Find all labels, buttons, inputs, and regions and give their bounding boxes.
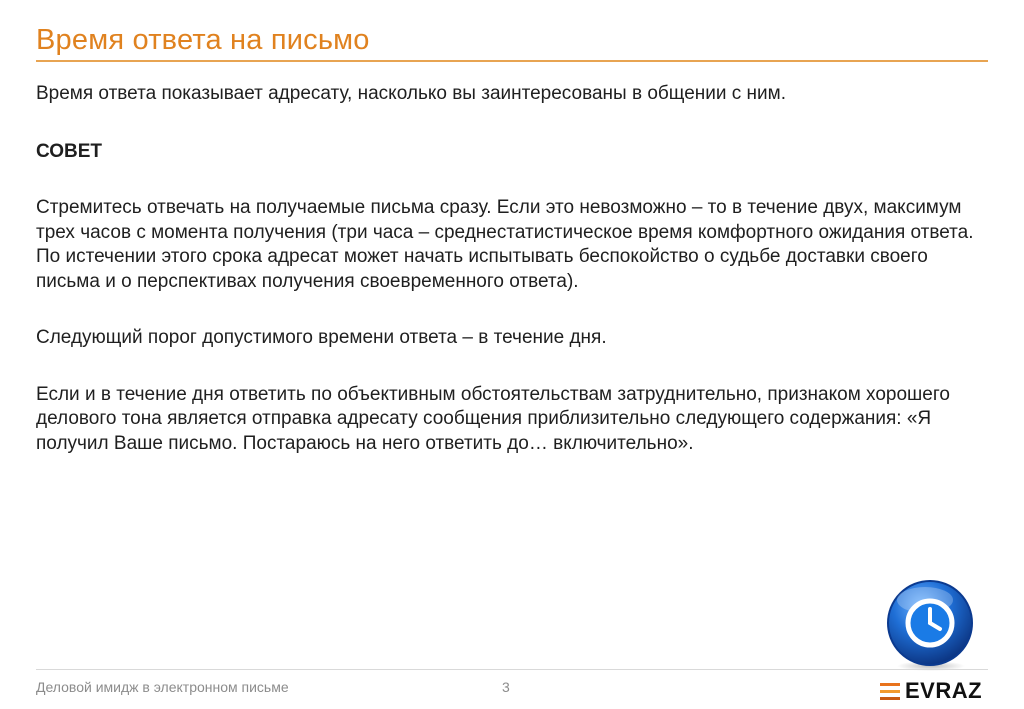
evraz-logo-mark-icon — [880, 683, 900, 700]
page-number: 3 — [502, 679, 510, 695]
footer-divider — [36, 669, 988, 670]
intro-text: Время ответа показывает адресату, насколько вы заинтересованы в общении с ним. — [36, 83, 786, 104]
slide-title: Время ответа на письмо — [36, 24, 370, 56]
footer-title: Деловой имидж в электронном письме — [36, 679, 289, 695]
logo-text: EVRAZ — [905, 678, 983, 703]
clock-icon — [883, 578, 977, 672]
tip-heading: СОВЕТ — [36, 140, 103, 162]
tip-paragraph: Если и в течение дня ответить по объективным обстоятельствам затруднительно, признаком хорошего делового тона является отправка адресату сообщения приблизительно следующего содержания: «Я получил Ваше письмо. Постараюсь на него ответить до… включительно». — [36, 383, 950, 454]
slide-content — [36, 82, 976, 456]
tip-paragraph: Стремитесь отвечать на получаемые письма сразу. Если это невозможно – то в течение двух, максимум трех часов с момента получения (три часа – среднестатистическое время комфортного ожидания ответа. По истечении этого срока адресат может начать испытывать беспокойство о судьбе доставки своего письма и о перспективах получения своевременного ответа). — [36, 197, 974, 292]
evraz-logo — [880, 678, 982, 704]
title-divider — [36, 60, 988, 62]
tip-paragraph: Следующий порог допустимого времени ответа – в течение дня. — [36, 327, 607, 348]
